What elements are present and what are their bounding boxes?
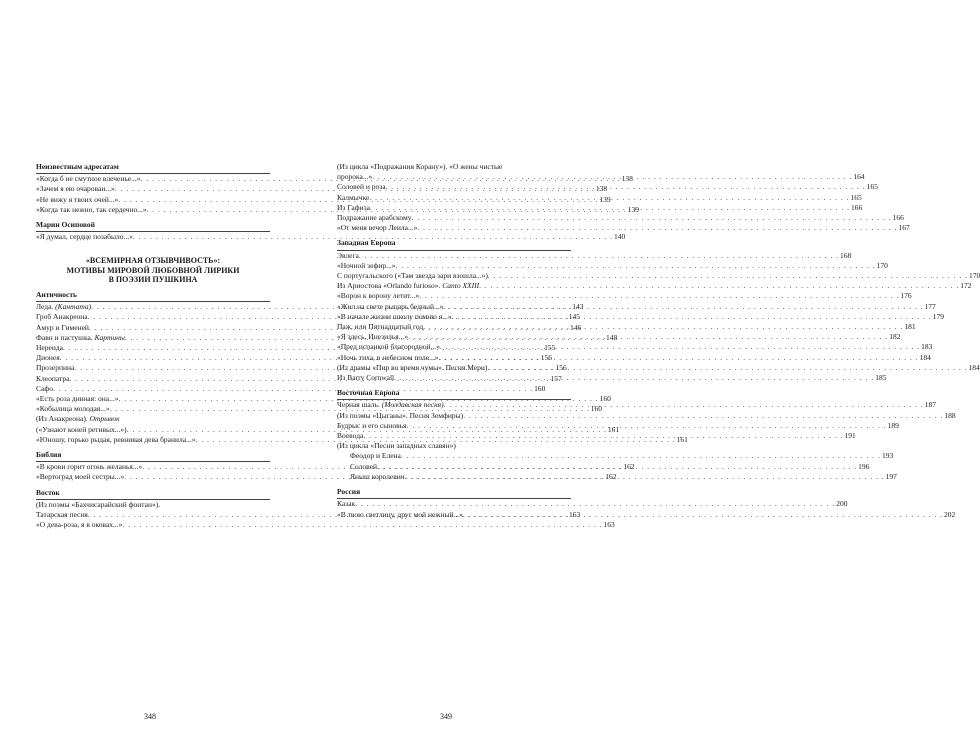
toc-entry[interactable]: Прозерпина . . . 156	[36, 363, 270, 373]
toc-entry[interactable]: Подражание арабскому . . . 166	[337, 213, 571, 223]
toc-entry[interactable]: Гроб Анакреона . . . 145	[36, 312, 270, 322]
toc-entry[interactable]: Из Barry Cornwall . . . 185	[337, 373, 571, 383]
section-title: Западная Европа	[337, 238, 396, 248]
section-title: Восток	[36, 487, 60, 497]
toc-entry[interactable]: пророка...» . . . 164	[337, 172, 571, 182]
toc-entry-line: (Из цикла «Подражания Корану»). «О жены чистые	[337, 162, 503, 171]
toc-entry[interactable]: Клеопатра . . . 157	[36, 374, 270, 384]
toc-entry[interactable]: Паж, или Пятнадцатый год . . . 181	[337, 322, 571, 332]
toc-entry[interactable]: «Ворон к ворону летит...» . . . 176	[337, 291, 571, 301]
toc-entry-line: (Из поэмы «Бахчисарайский фонтан»).	[36, 499, 161, 509]
toc-entry[interactable]: «Когда так нежно, так сердечно...» . . . 139	[36, 205, 270, 215]
page-number: 348	[144, 712, 156, 721]
toc-entry[interactable]: («Узнают коней ретивых...») . . . 161	[36, 425, 270, 435]
toc-entry[interactable]: Татарская песня . . . 163	[36, 510, 270, 520]
toc-entry[interactable]: Фавн и пастушка. Картины . . . 148	[36, 333, 270, 343]
toc-entry-line: (Из Анакреона). Отрывок	[36, 414, 120, 424]
toc-entry[interactable]: «Вертоград моей сестры...» . . . 162	[36, 472, 270, 482]
toc-entry[interactable]: Казак . . . 200	[337, 499, 571, 509]
toc-entry[interactable]: (Из поэмы «Цыганы». Песня Земфиры) . . . 188	[337, 411, 571, 421]
toc-entry[interactable]: «Когда б не смутное влеченье...» . . . 138	[36, 174, 270, 184]
page-number: 349	[440, 712, 452, 721]
toc-entry[interactable]: «В начале жизни школу помню я...» . . . 179	[337, 312, 571, 322]
toc-entry[interactable]: Дионея . . . 156	[36, 353, 270, 363]
toc-entry[interactable]: Эвлега . . . 168	[337, 251, 571, 261]
toc-entry[interactable]: Леда. (Кантата) . . . 143	[36, 302, 270, 312]
toc-entry[interactable]: «Зачем я ею очарован...» . . . 138	[36, 184, 270, 194]
toc-entry[interactable]: Из Гафиза . . . 166	[337, 203, 571, 213]
toc-entry[interactable]: «Не вижу я твоих очей...» . . . 139	[36, 195, 270, 205]
toc-entry[interactable]: Черная шаль. (Молдавская песня) . . . 187	[337, 400, 571, 410]
toc-entry[interactable]: Будрыс и его сыновья . . . 189	[337, 421, 571, 431]
section-title: Библия	[36, 449, 62, 459]
toc-entry[interactable]: «Юношу, горько рыдая, ревнивая дева бранила...» . . . 161	[36, 435, 270, 445]
toc-entry[interactable]: «Есть роза дивная: она...» . . . 160	[36, 394, 270, 404]
toc-entry-line: (Из цикла «Песни западных славян»)	[337, 441, 456, 451]
toc-entry[interactable]: Воевода . . . 191	[337, 431, 571, 441]
toc-entry[interactable]: Соловей и роза . . . 165	[337, 182, 571, 192]
toc-entry[interactable]: «От меня вечор Леила...» . . . 167	[337, 223, 571, 233]
toc-entry[interactable]: «Ночной зефир...» . . . 170	[337, 261, 571, 271]
section-title: Россия	[337, 487, 361, 497]
toc-entry[interactable]: С португальского («Там звезда зари взошла...») . . . 170	[337, 271, 571, 281]
toc-entry[interactable]: (Из драмы «Пир во время чумы». Песня Мери) . . . 184	[337, 363, 571, 373]
toc-entry[interactable]: «В крови горит огонь желанья...» . . . 162	[36, 462, 270, 472]
toc-entry[interactable]: Калмычке . . . 165	[337, 193, 571, 203]
toc-entry[interactable]: Яныш королевич . . . 197	[337, 472, 571, 482]
toc-entry[interactable]: «Я здесь, Инезилья...» . . . 182	[337, 332, 571, 342]
section-title: Античность	[36, 289, 78, 299]
toc-entry[interactable]: Соловей . . . 196	[337, 462, 571, 472]
toc-entry[interactable]: «Пред испанкой благородной...» . . . 183	[337, 342, 571, 352]
section-title: Марин Осиповой	[36, 220, 95, 230]
section-title: Восточная Европа	[337, 388, 400, 398]
toc-entry[interactable]: Феодор и Елена . . . 193	[337, 451, 571, 461]
toc-entry[interactable]: «Я думал, сердце позабыло...» . . . 140	[36, 232, 270, 242]
toc-entry[interactable]: «В твою светлицу, друг мой нежный...» . . . 202	[337, 510, 571, 520]
toc-entry[interactable]: Нереида . . . 155	[36, 343, 270, 353]
toc-entry[interactable]: Сафо . . . 160	[36, 384, 270, 394]
toc-entry[interactable]: «Ночь тиха, в небесном поле...» . . . 184	[337, 353, 571, 363]
toc-entry[interactable]: «Кобылица молодая...» . . . 160	[36, 404, 270, 414]
toc-entry[interactable]: Из Ариостова «Orlando furioso». Canto XXIII . . . 172	[337, 281, 571, 291]
toc-entry[interactable]: «О дева-роза, я в оковах...» . . . 163	[36, 520, 270, 530]
part-heading: «ВСЕМИРНАЯ ОТЗЫВЧИВОСТЬ»: МОТИВЫ МИРОВОЙ ЛЮБОВНОЙ ЛИРИКИ В ПОЭЗИИ ПУШКИНА	[66, 256, 240, 285]
toc-entry[interactable]: «Жил на свете рыцарь бедный...» . . . 177	[337, 302, 571, 312]
toc-entry[interactable]: Амур и Гименей . . . 146	[36, 323, 270, 333]
section-title: Неизвестным адресатам	[36, 162, 119, 171]
